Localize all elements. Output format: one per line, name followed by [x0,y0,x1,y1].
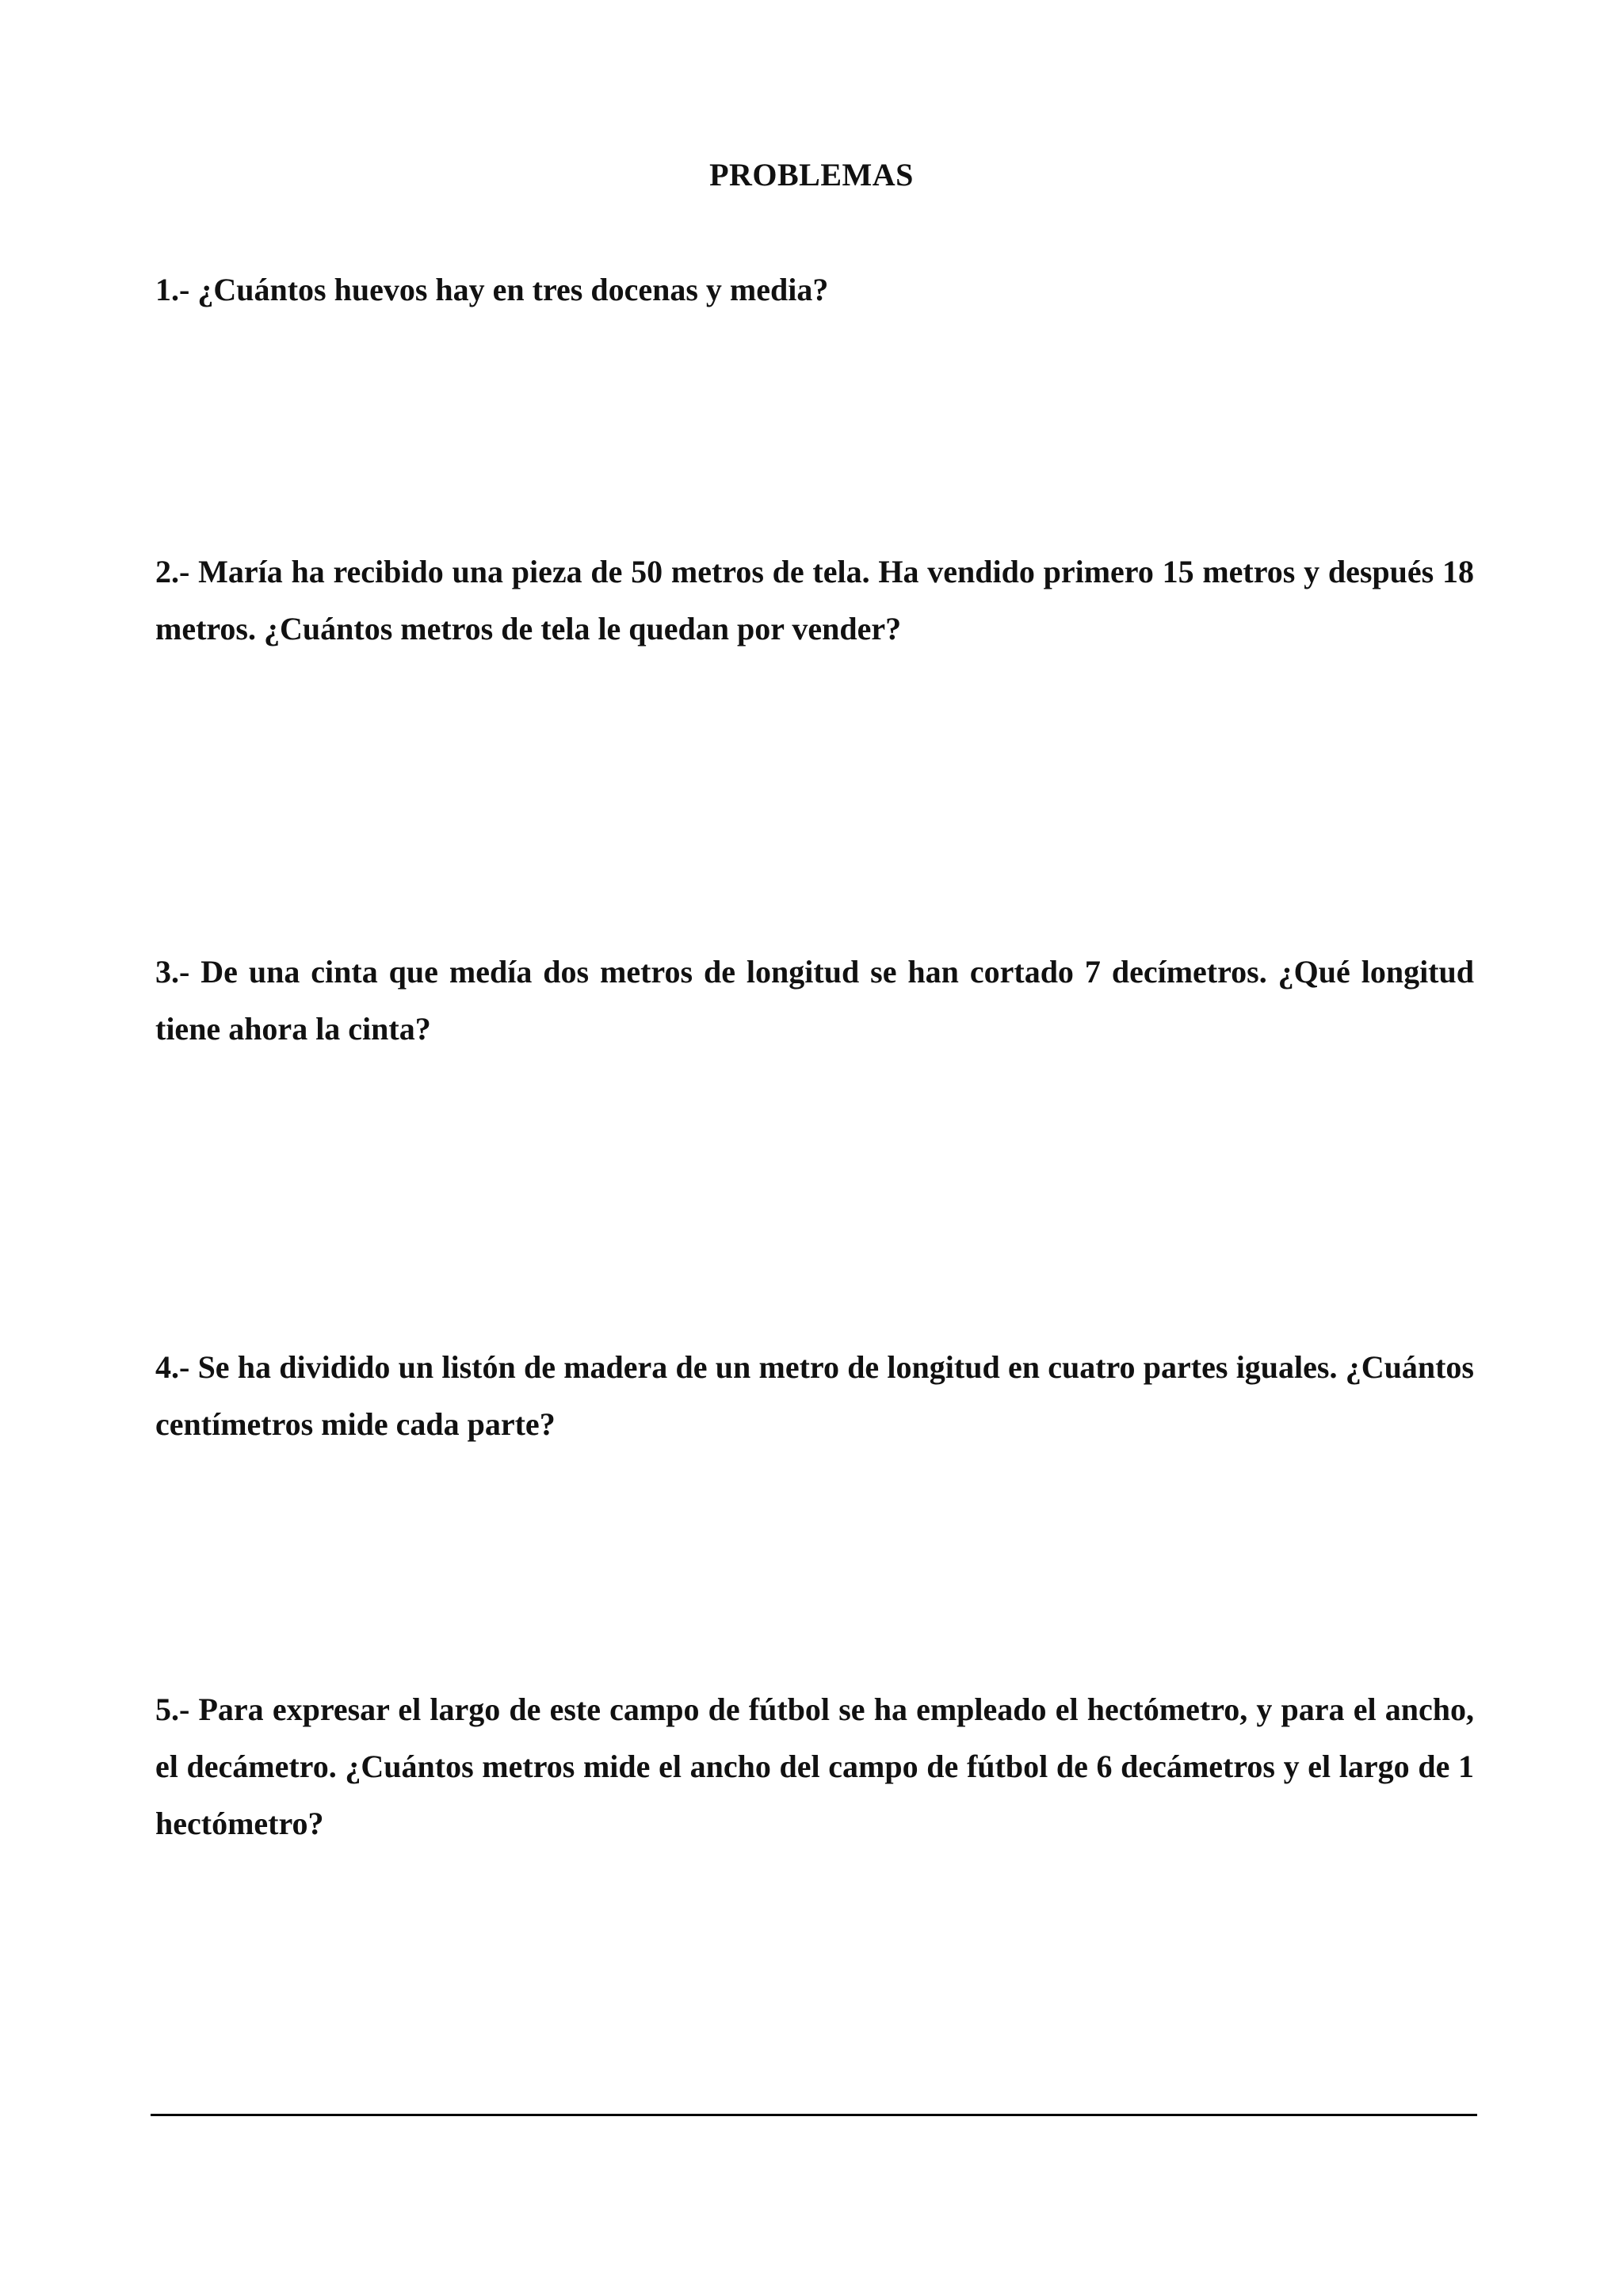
page-title: PROBLEMAS [709,157,914,193]
problem-4: 4.- Se ha dividido un listón de madera de un metro de longitud en cuatro partes iguales. ¿Cuántos centímetros mide cada parte? [155,1349,1474,1442]
problem-2: 2.- María ha recibido una pieza de 50 metros de tela. Ha vendido primero 15 metros y después 18 metros. ¿Cuántos metros de tela le quedan por vender? [155,554,1474,646]
problem-1: 1.- ¿Cuántos huevos hay en tres docenas y media? [155,272,829,307]
problem-5: 5.- Para expresar el largo de este campo de fútbol se ha empleado el hectómetro, y para el ancho, el decámetro. ¿Cuántos metros mide el ancho del campo de fútbol de 6 decámetros y el largo de 1 hectómetro? [155,1691,1474,1841]
footer-rule [151,2114,1477,2116]
problem-3: 3.- De una cinta que medía dos metros de longitud se han cortado 7 decímetros. ¿Qué longitud tiene ahora la cinta? [155,954,1474,1047]
